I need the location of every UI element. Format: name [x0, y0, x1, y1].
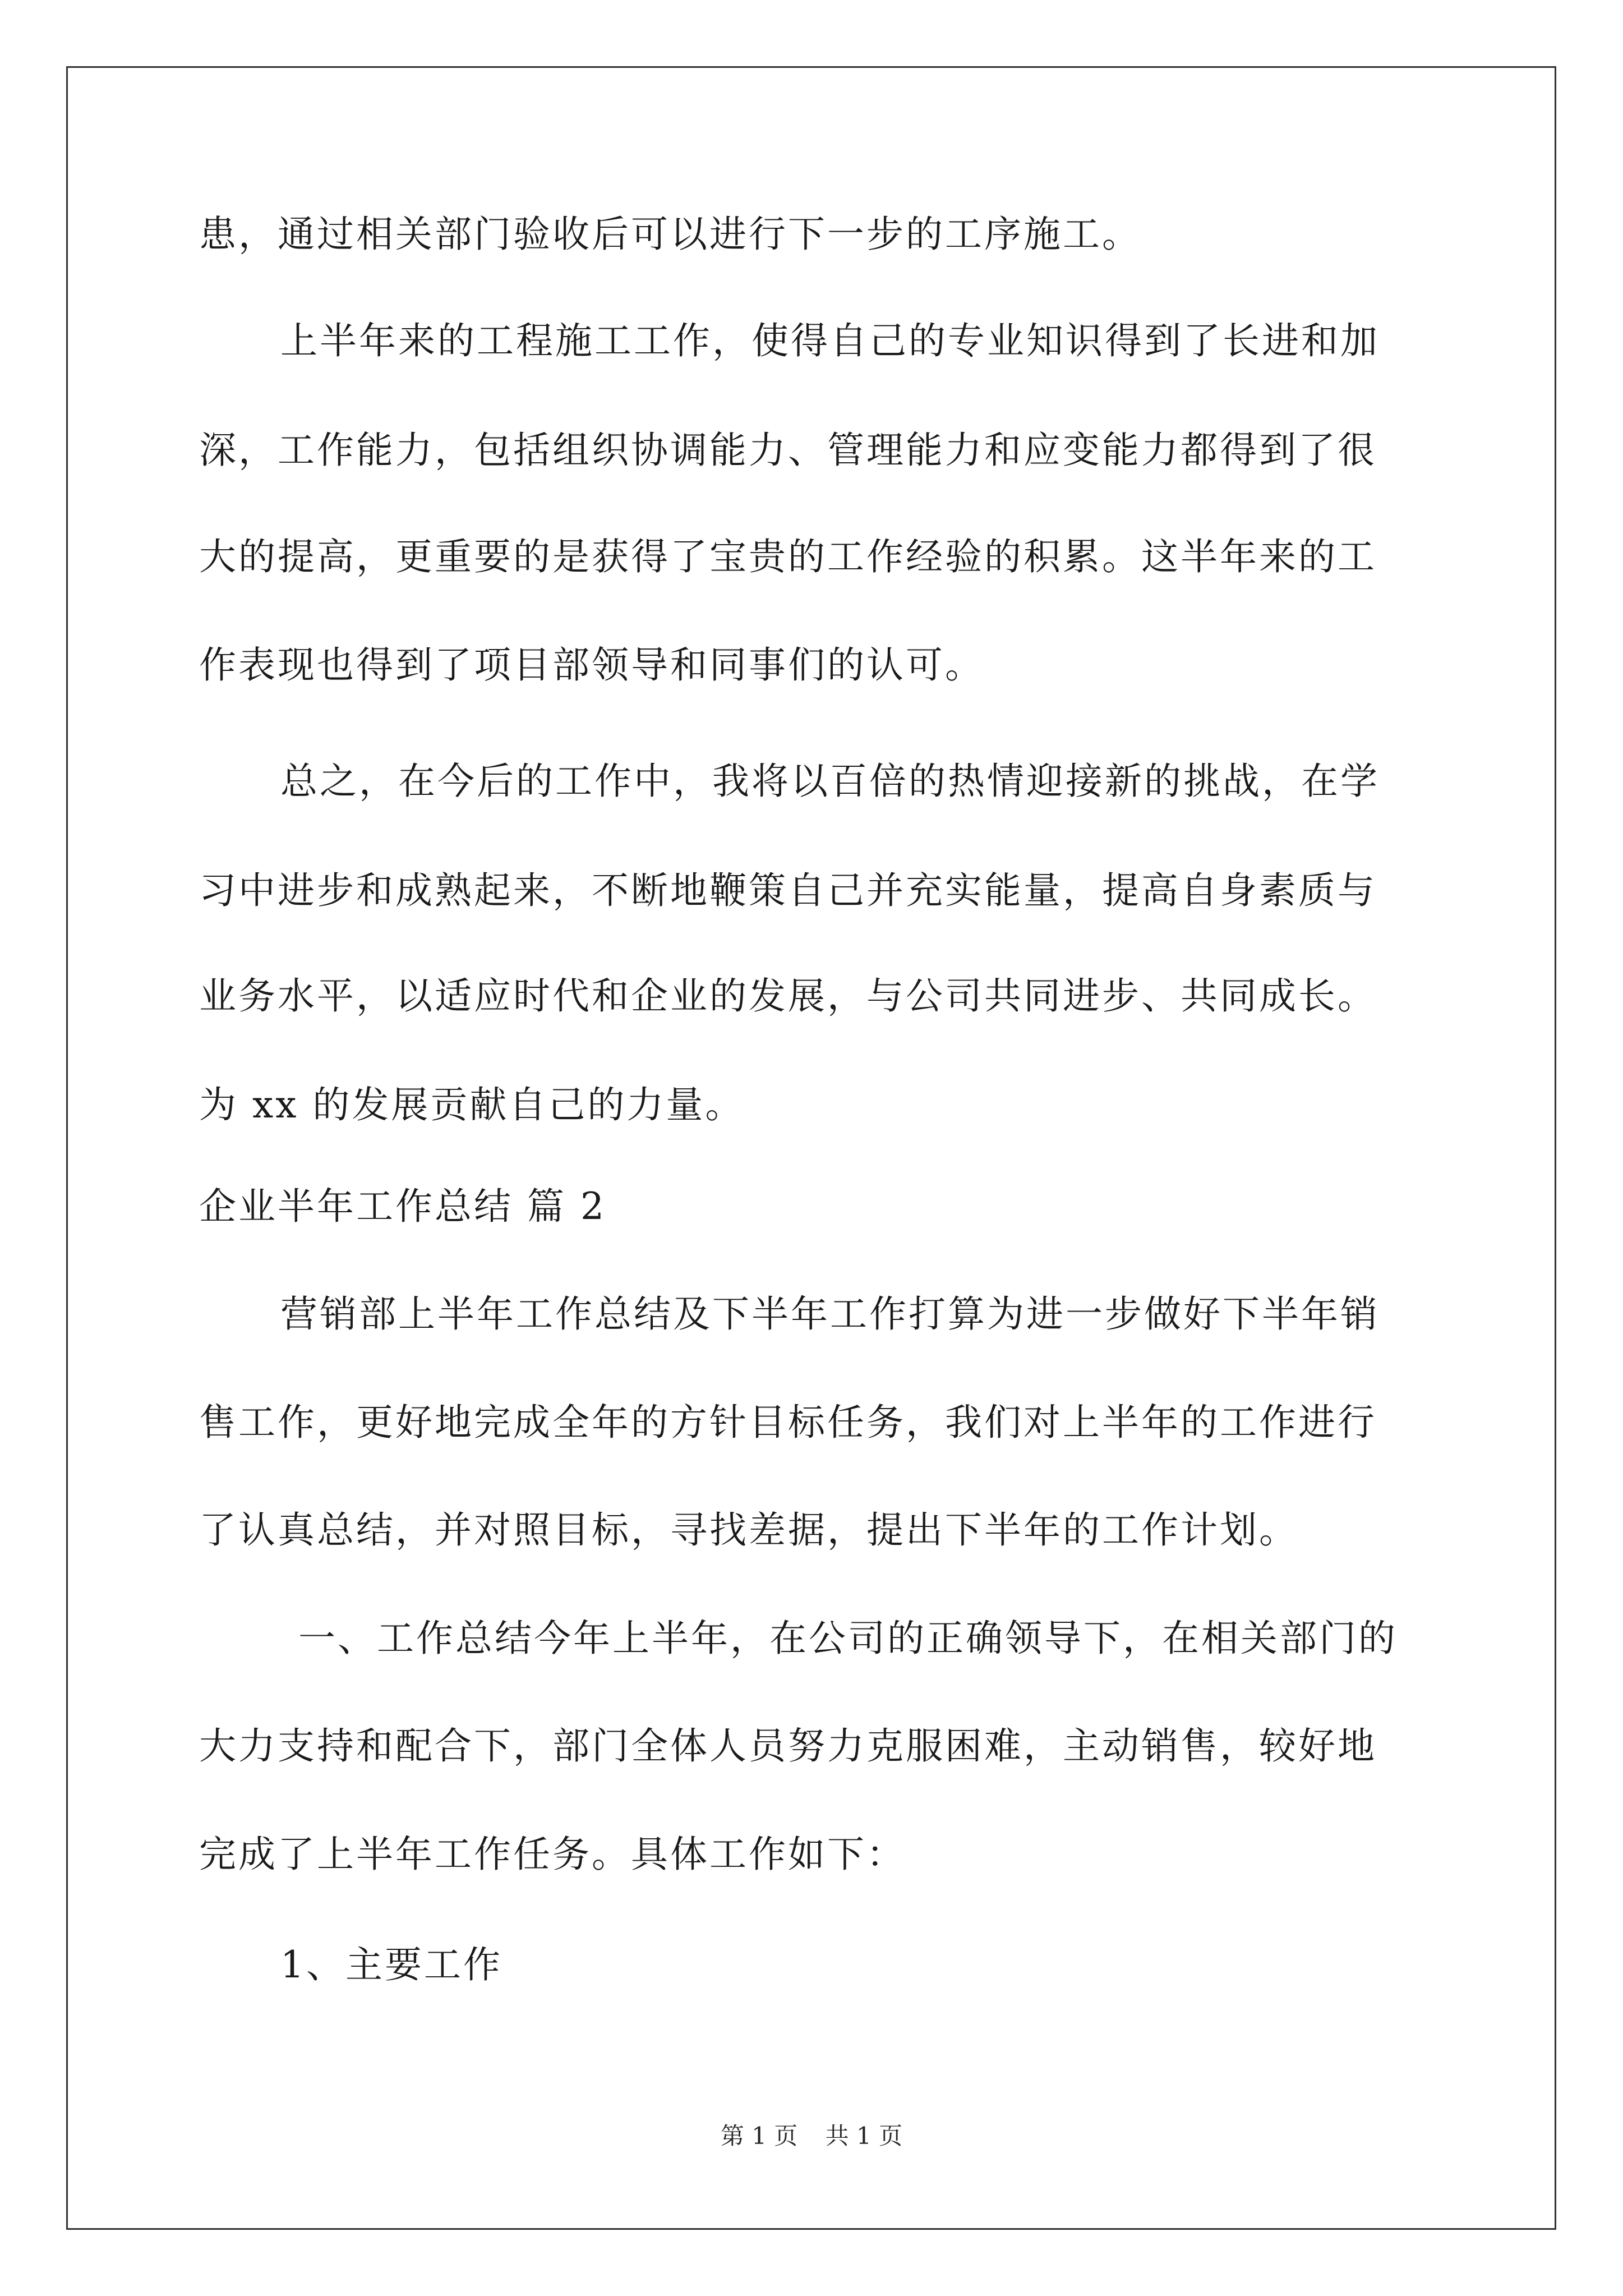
paragraph-line: 大力支持和配合下，部门全体人员努力克服困难，主动销售，较好地 [199, 1724, 1377, 1768]
paragraph-line: 患，通过相关部门验收后可以进行下一步的工序施工。 [199, 213, 1141, 256]
page-footer [0, 2119, 1623, 2153]
paragraph-line: 上半年来的工程施工工作，使得自己的专业知识得到了长进和加 [280, 319, 1380, 362]
paragraph-line: 总之，在今后的工作中，我将以百倍的热情迎接新的挑战，在学 [280, 760, 1380, 803]
paragraph-line: 习中进步和成熟起来，不断地鞭策自己并充实能量，提高自身素质与 [199, 869, 1377, 912]
paragraph-line: 售工作，更好地完成全年的方针目标任务，我们对上半年的工作进行 [199, 1401, 1377, 1444]
paragraph-line: 深，工作能力，包括组织协调能力、管理能力和应变能力都得到了很 [199, 429, 1377, 472]
page-border [66, 66, 1556, 2230]
paragraph-line: 作表现也得到了项目部领导和同事们的认可。 [199, 643, 984, 687]
page-total: 共 1 页 [825, 2122, 903, 2150]
paragraph-line: 一、工作总结今年上半年，在公司的正确领导下，在相关部门的 [298, 1617, 1398, 1660]
paragraph-line: 大的提高，更重要的是获得了宝贵的工作经验的积累。这半年来的工 [199, 535, 1377, 578]
paragraph-line: 营销部上半年工作总结及下半年工作打算为进一步做好下半年销 [280, 1292, 1380, 1336]
paragraph-line: 完成了上半年工作任务。具体工作如下： [199, 1833, 906, 1876]
paragraph-line: 业务水平，以适应时代和企业的发展，与公司共同进步、共同成长。 [199, 974, 1377, 1018]
paragraph-line: 为 xx 的发展贡献自己的力量。 [199, 1083, 745, 1126]
section-heading: 企业半年工作总结 篇 2 [199, 1185, 606, 1228]
page-number: 第 1 页 [720, 2122, 798, 2150]
paragraph-line: 了认真总结，并对照目标，寻找差据，提出下半年的工作计划。 [199, 1508, 1298, 1552]
list-heading: 1、主要工作 [280, 1943, 502, 1986]
